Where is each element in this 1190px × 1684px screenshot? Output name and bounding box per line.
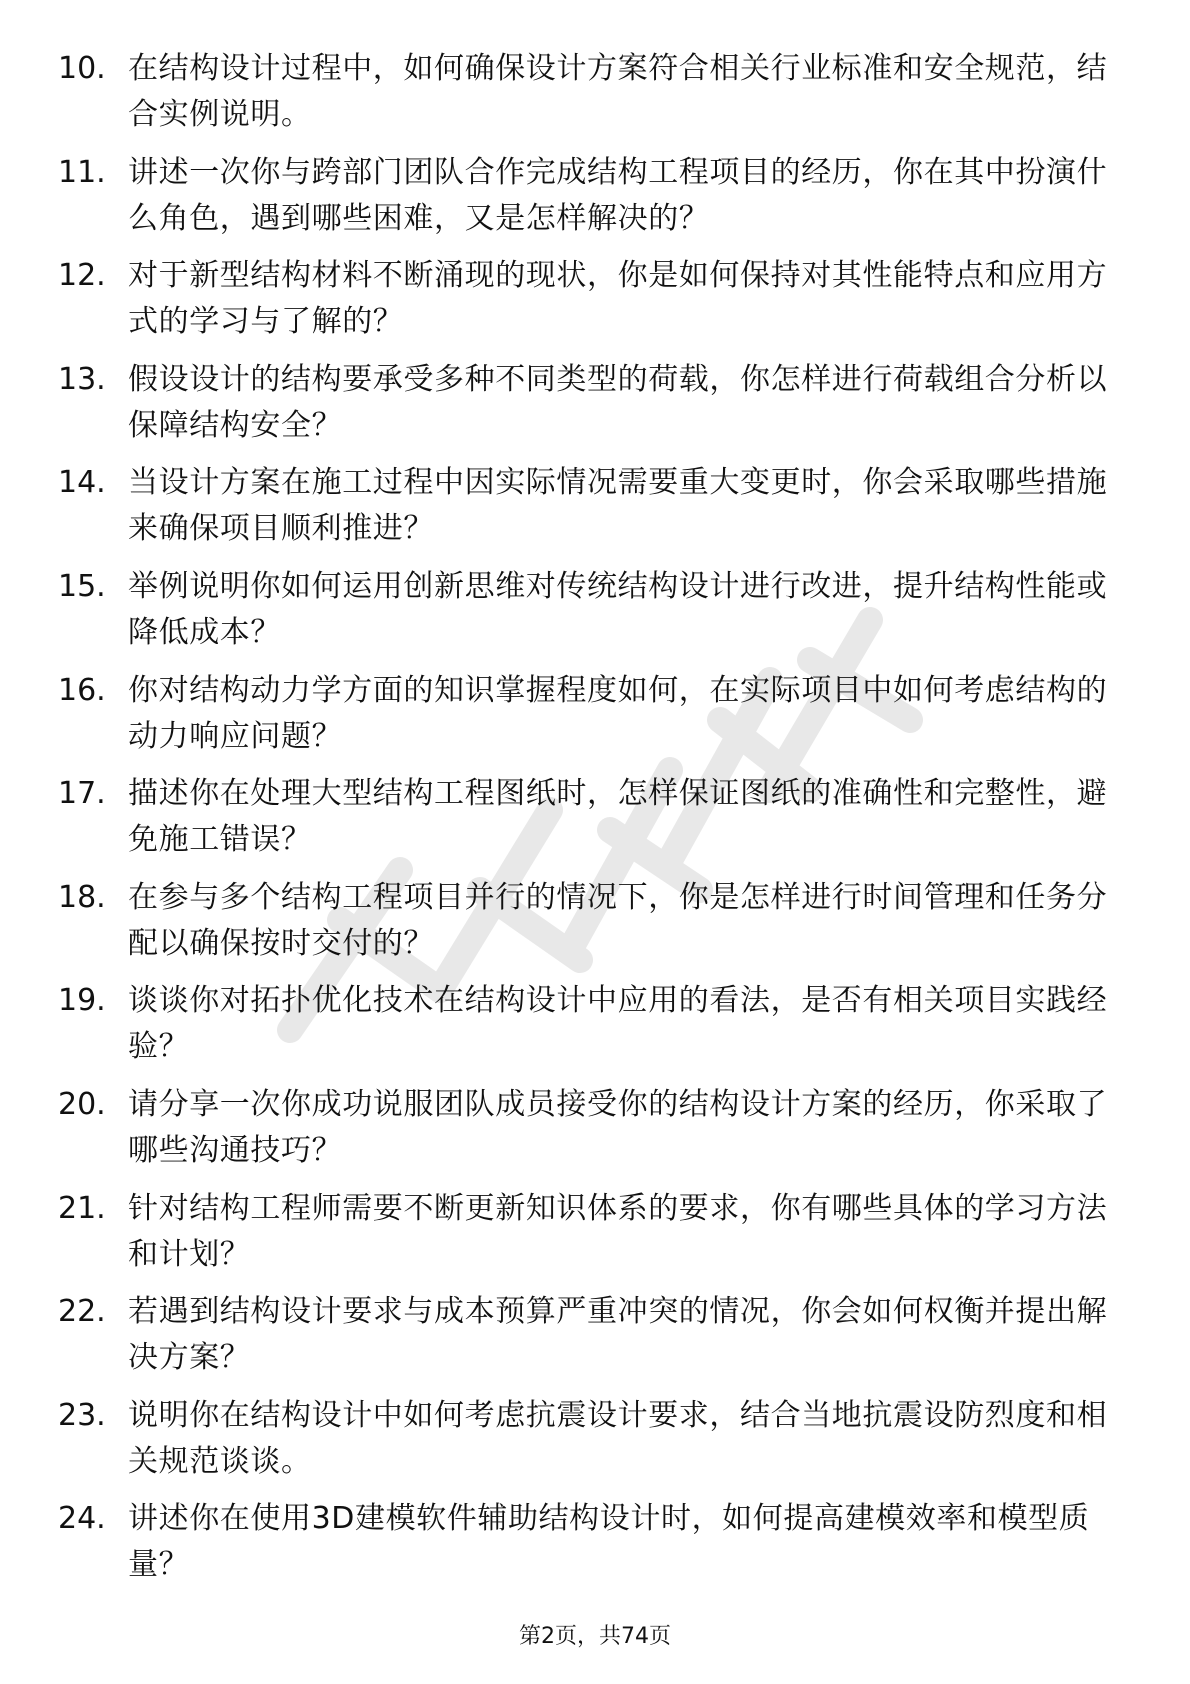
question-number: 19. (58, 983, 106, 1019)
question-number: 21. (58, 1190, 106, 1226)
question-text: 举例说明你如何运用创新思维对传统结构设计进行改进，提升结构性能或降低成本？ (128, 568, 1108, 650)
list-item (58, 668, 1118, 772)
question-text: 在参与多个结构工程项目并行的情况下，你是怎样进行时间管理和任务分配以确保按时交付的？ (128, 879, 1108, 961)
question-text: 对于新型结构材料不断涌现的现状，你是如何保持对其性能特点和应用方式的学习与了解的？ (128, 258, 1108, 340)
question-number: 17. (58, 776, 106, 812)
list-item (58, 1496, 1118, 1600)
question-text: 描述你在处理大型结构工程图纸时，怎样保证图纸的准确性和完整性，避免施工错误？ (128, 776, 1108, 858)
list-item (58, 1186, 1118, 1290)
question-number: 10. (58, 51, 106, 86)
question-number: 24. (58, 1501, 106, 1537)
question-number: 16. (58, 672, 106, 708)
question-number: 22. (58, 1294, 106, 1330)
question-number: 12. (58, 258, 106, 294)
page-number: 第2页，共74页 (519, 1624, 671, 1649)
question-text: 讲述你在使用3D建模软件辅助结构设计时，如何提高建模效率和模型质量？ (128, 1501, 1090, 1583)
question-number: 13. (58, 361, 106, 397)
question-text: 在结构设计过程中，如何确保设计方案符合相关行业标准和安全规范，结合实例说明。 (128, 51, 1108, 132)
question-text: 当设计方案在施工过程中因实际情况需要重大变更时，你会采取哪些措施来确保项目顺利推进？ (128, 465, 1108, 547)
list-item (58, 460, 1118, 564)
question-text: 你对结构动力学方面的知识掌握程度如何，在实际项目中如何考虑结构的动力响应问题？ (128, 672, 1108, 754)
question-number: 14. (58, 465, 106, 501)
list-item (58, 875, 1118, 979)
list-item (58, 978, 1118, 1082)
question-number: 23. (58, 1397, 106, 1433)
question-text: 请分享一次你成功说服团队成员接受你的结构设计方案的经历，你采取了哪些沟通技巧？ (128, 1086, 1108, 1168)
list-item (58, 1289, 1118, 1393)
list-item (58, 253, 1118, 357)
list-item (58, 46, 1118, 150)
list-item (58, 771, 1118, 875)
question-text: 讲述一次你与跨部门团队合作完成结构工程项目的经历，你在其中扮演什么角色，遇到哪些困难，又是怎样解决的？ (128, 154, 1108, 236)
list-item (58, 150, 1118, 254)
question-text: 谈谈你对拓扑优化技术在结构设计中应用的看法，是否有相关项目实践经验？ (128, 983, 1108, 1065)
question-number: 18. (58, 879, 106, 915)
list-item (58, 357, 1118, 461)
list-item (58, 1082, 1118, 1186)
question-text: 假设设计的结构要承受多种不同类型的荷载，你怎样进行荷载组合分析以保障结构安全？ (128, 361, 1108, 443)
list-item (58, 1393, 1118, 1497)
question-text: 说明你在结构设计中如何考虑抗震设计要求，结合当地抗震设防烈度和相关规范谈谈。 (128, 1397, 1108, 1479)
question-number: 15. (58, 568, 106, 604)
question-list (58, 46, 1118, 1600)
question-number: 20. (58, 1086, 106, 1122)
question-number: 11. (58, 154, 106, 190)
list-item (58, 564, 1118, 668)
question-text: 针对结构工程师需要不断更新知识体系的要求，你有哪些具体的学习方法和计划？ (128, 1190, 1108, 1272)
question-text: 若遇到结构设计要求与成本预算严重冲突的情况，你会如何权衡并提出解决方案？ (128, 1294, 1108, 1376)
